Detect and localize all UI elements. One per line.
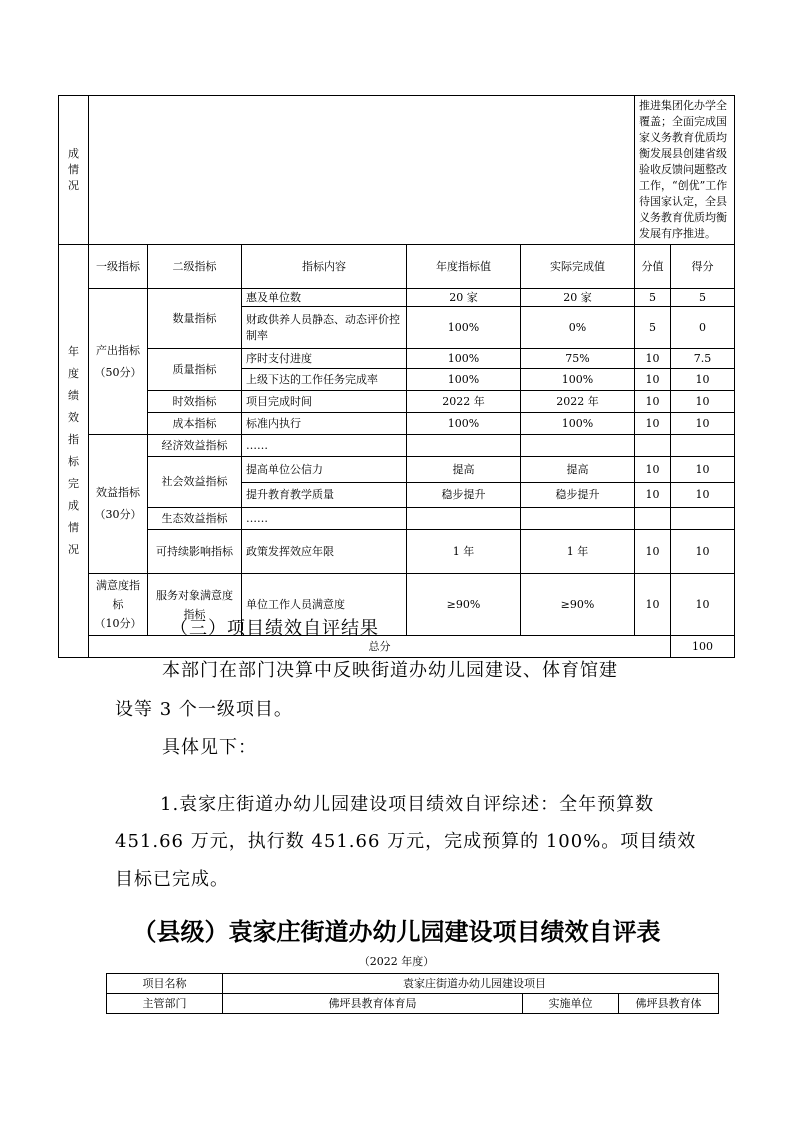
table-cell-score: 10 [671, 530, 735, 574]
table-cell-score: 0 [671, 307, 735, 349]
table-cell-target: ≥90% [407, 574, 521, 636]
table-cell-score: 10 [671, 574, 735, 636]
table-cell-weight: 10 [635, 413, 671, 435]
table-cell-weight: 5 [635, 307, 671, 349]
impl-value: 佛坪县教育体 [619, 994, 719, 1014]
table-cell-actual [521, 435, 635, 457]
table-cell-score [671, 435, 735, 457]
table-cell-actual: 1 年 [521, 530, 635, 574]
table-cell-l2: 数量指标 [148, 289, 242, 349]
section3-heading: （三）项目绩效自评结果 [170, 618, 379, 639]
project-name-label: 项目名称 [107, 974, 223, 994]
dept-value: 佛坪县教育体育局 [223, 994, 523, 1014]
table-cell-l2: 时效指标 [148, 391, 242, 413]
table-cell-actual: 稳步提升 [521, 483, 635, 508]
table-cell-weight [635, 435, 671, 457]
table-cell-content: 上级下达的工作任务完成率 [242, 369, 407, 391]
table-cell-actual: 100% [521, 369, 635, 391]
impl-label: 实施单位 [523, 994, 619, 1014]
table-cell-score: 10 [671, 483, 735, 508]
table-cell-target: 100% [407, 349, 521, 369]
table-cell-actual: ≥90% [521, 574, 635, 636]
table-cell-target [407, 508, 521, 530]
para3-line2: 451.66 万元，执行数 451.66 万元，完成预算的 100%。项目绩效 [115, 831, 697, 852]
table-cell-score: 7.5 [671, 349, 735, 369]
table-cell-content: …… [242, 435, 407, 457]
table-cell-actual: 75% [521, 349, 635, 369]
table-cell-l2: 成本指标 [148, 413, 242, 435]
table-cell-weight: 10 [635, 483, 671, 508]
table-cell-weight [635, 508, 671, 530]
table-cell-l2: 质量指标 [148, 349, 242, 391]
table-cell-target: 1 年 [407, 530, 521, 574]
table-cell-l2: 经济效益指标 [148, 435, 242, 457]
table-cell-weight: 5 [635, 289, 671, 307]
table-cell-content: 惠及单位数 [242, 289, 407, 307]
table-cell-content: 序时支付进度 [242, 349, 407, 369]
table-cell-content: 财政供养人员静态、动态评价控制率 [242, 307, 407, 349]
table2-title: （县级）袁家庄街道办幼儿园建设项目绩效自评表 [132, 918, 661, 946]
table-cell-score: 5 [671, 289, 735, 307]
completion-blank [89, 96, 635, 245]
table-cell-actual: 提高 [521, 457, 635, 483]
satisfaction-group-label: 满意度指标 （10分） [89, 574, 148, 636]
table-cell-actual: 2022 年 [521, 391, 635, 413]
total-label: 总分 [89, 636, 671, 658]
table-cell-l2: 生态效益指标 [148, 508, 242, 530]
table-cell-content: 政策发挥效应年限 [242, 530, 407, 574]
table-cell-content: 提高单位公信力 [242, 457, 407, 483]
table-cell-weight: 10 [635, 369, 671, 391]
table-cell-l2: 服务对象满意度指标 [148, 574, 242, 636]
header-level1: 一级指标 [89, 245, 148, 289]
table-cell-actual: 0% [521, 307, 635, 349]
table-cell-actual [521, 508, 635, 530]
table-cell-score: 10 [671, 457, 735, 483]
output-group-label: 产出指标 （50分） [89, 289, 148, 435]
table-cell-target: 100% [407, 413, 521, 435]
dept-label: 主管部门 [107, 994, 223, 1014]
table-cell-target: 2022 年 [407, 391, 521, 413]
table-cell-l2: 可持续影响指标 [148, 530, 242, 574]
table-cell-weight: 10 [635, 457, 671, 483]
table-cell-target: 100% [407, 369, 521, 391]
table-cell-weight: 10 [635, 349, 671, 369]
table-cell-target: 20 家 [407, 289, 521, 307]
benefit-group-label: 效益指标（30分） [89, 435, 148, 574]
para1-line2: 设等 3 个一级项目。 [115, 699, 293, 720]
header-content: 指标内容 [242, 245, 407, 289]
table-cell-content: 标准内执行 [242, 413, 407, 435]
performance-table [58, 95, 735, 658]
table-cell-content: 单位工作人员满意度 [242, 574, 407, 636]
table-cell-content: 提升教育教学质量 [242, 483, 407, 508]
annual-indicator-label: 年 度 绩 效 指 标 完 成 情 况 [59, 245, 89, 658]
para3-line1: 1.袁家庄街道办幼儿园建设项目绩效自评综述：全年预算数 [160, 794, 655, 815]
table-cell-weight: 10 [635, 391, 671, 413]
table-cell-target: 提高 [407, 457, 521, 483]
table2-year: （2022 年度） [358, 955, 435, 968]
table-cell-actual: 20 家 [521, 289, 635, 307]
header-actual: 实际完成值 [521, 245, 635, 289]
header-target: 年度指标值 [407, 245, 521, 289]
table-cell-target: 稳步提升 [407, 483, 521, 508]
table-cell-l2: 社会效益指标 [148, 457, 242, 508]
table-cell-score: 10 [671, 369, 735, 391]
table-cell-content: …… [242, 508, 407, 530]
header-score: 得分 [671, 245, 735, 289]
table-cell-weight: 10 [635, 574, 671, 636]
table-cell-target: 100% [407, 307, 521, 349]
table-cell-score: 10 [671, 391, 735, 413]
header-weight: 分值 [635, 245, 671, 289]
project-name-value: 袁家庄街道办幼儿园建设项目 [223, 974, 719, 994]
para2: 具体见下： [162, 737, 257, 758]
table-cell-score [671, 508, 735, 530]
project-info-table [106, 973, 719, 1014]
para1-line1: 本部门在部门决算中反映街道办幼儿园建设、体育馆建 [162, 660, 618, 681]
table-cell-score: 10 [671, 413, 735, 435]
total-weight: 100 [671, 636, 735, 658]
header-level2: 二级指标 [148, 245, 242, 289]
completion-label: 成 情 况 [59, 96, 89, 245]
table-cell-actual: 100% [521, 413, 635, 435]
table-cell-weight: 10 [635, 530, 671, 574]
table-cell-target [407, 435, 521, 457]
para3-line3: 目标已完成。 [115, 869, 229, 890]
table-cell-content: 项目完成时间 [242, 391, 407, 413]
completion-text: 推进集团化办学全覆盖；全面完成国家义务教育优质均衡发展县创建省级验收反馈问题整改工作，“创优”工作待国家认定，全县义务教育优质均衡发展有序推进。 [635, 96, 735, 245]
